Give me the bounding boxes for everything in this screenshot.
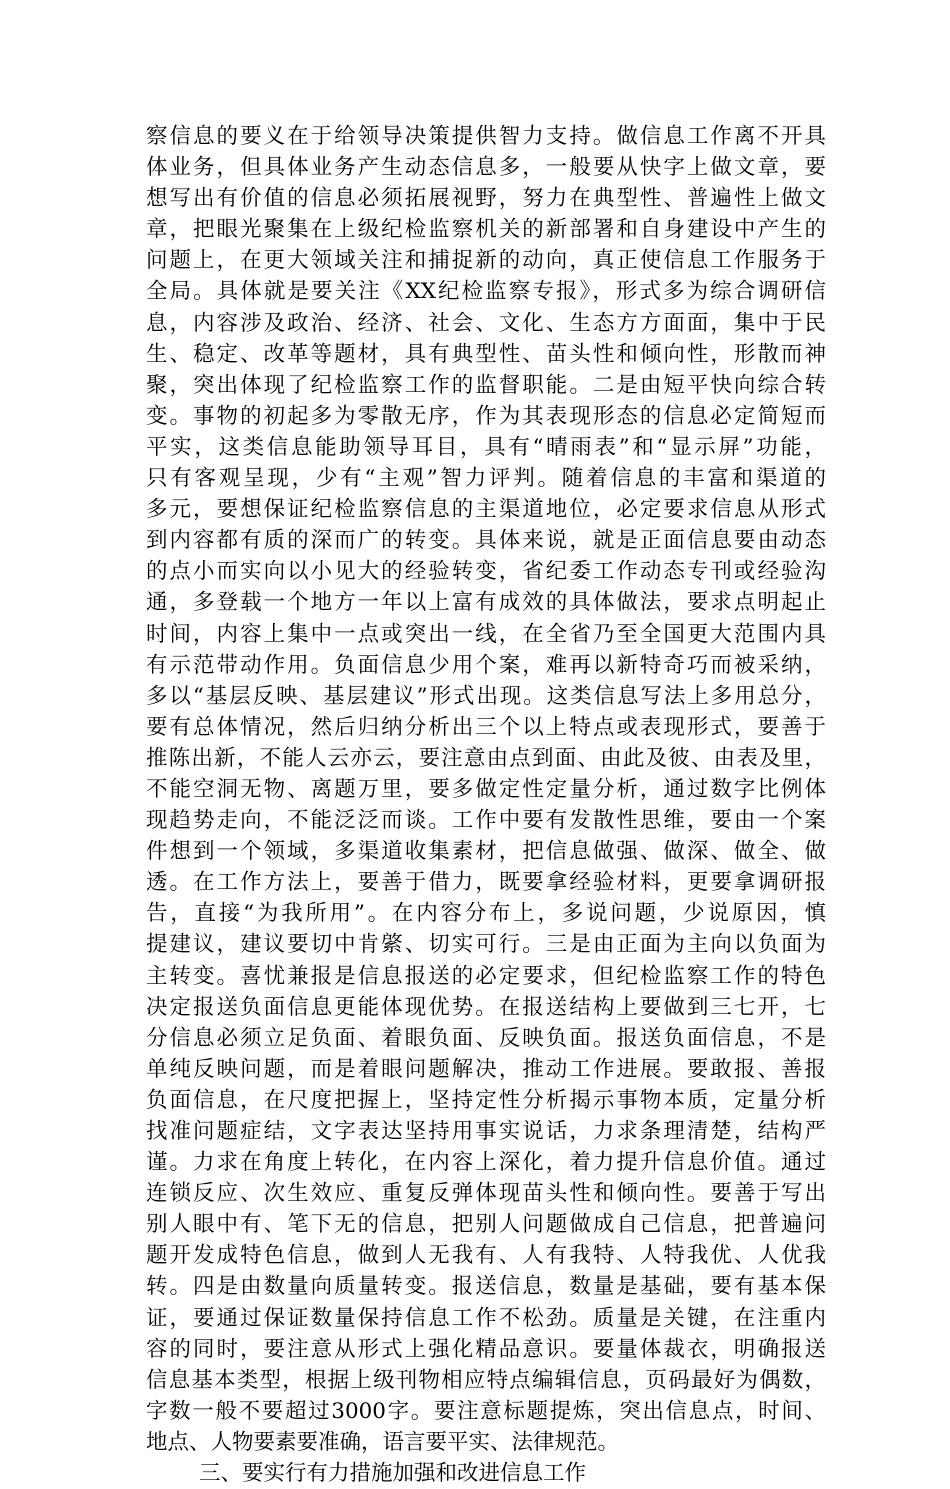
paragraph-line: 单纯反映问题，而是着眼问题解决，推动工作进展。要敢报、善报 bbox=[146, 1056, 826, 1082]
paragraph-line: 不能空洞无物、离题万里，要多做定性定量分析，通过数字比例体 bbox=[146, 776, 826, 802]
paragraph-line: 负面信息，在尺度把握上，坚持定性分析揭示事物本质，定量分析 bbox=[146, 1087, 826, 1113]
paragraph-line: 别人眼中有、笔下无的信息，把别人问题做成自己信息，把普遍问 bbox=[146, 1212, 826, 1238]
paragraph-line: 找准问题症结，文字表达坚持用事实说话，力求条理清楚，结构严 bbox=[146, 1119, 826, 1144]
paragraph-line: 主转变。喜忧兼报是信息报送的必定要求，但纪检监察工作的特色 bbox=[146, 963, 826, 989]
paragraph-line: 题开发成特色信息，做到人无我有、人有我特、人特我优、人优我 bbox=[146, 1243, 826, 1269]
paragraph-line: 平实，这类信息能助领导耳目，具有“晴雨表”和“显示屏”功能， bbox=[146, 434, 826, 460]
paragraph-line: 想写出有价值的信息必须拓展视野，努力在典型性、普遍性上做文 bbox=[146, 186, 826, 212]
paragraph-line: 决定报送负面信息更能体现优势。在报送结构上要做到三七开，七 bbox=[146, 994, 826, 1020]
paragraph-line: 到内容都有质的深而广的转变。具体来说，就是正面信息要由动态 bbox=[146, 528, 826, 554]
paragraph-line: 察信息的要义在于给领导决策提供智力支持。做信息工作离不开具 bbox=[146, 124, 826, 149]
paragraph-line: 体业务，但具体业务产生动态信息多，一般要从快字上做文章，要 bbox=[146, 155, 826, 181]
paragraph-line: 提建议，建议要切中肯綮、切实可行。三是由正面为主向以负面为 bbox=[146, 932, 826, 958]
paragraph-line: 生、稳定、改革等题材，具有典型性、苗头性和倾向性，形散而神 bbox=[146, 341, 826, 367]
paragraph-line: 连锁反应、次生效应、重复反弹体现苗头性和倾向性。要善于写出 bbox=[146, 1181, 826, 1207]
paragraph-line: 聚，突出体现了纪检监察工作的监督职能。二是由短平快向综合转 bbox=[146, 372, 826, 398]
paragraph-line: 的点小而实向以小见大的经验转变，省纪委工作动态专刊或经验沟 bbox=[146, 559, 826, 585]
paragraph-line: 现趋势走向，不能泛泛而谈。工作中要有发散性思维，要由一个案 bbox=[146, 808, 826, 834]
paragraph-line: 通，多登载一个地方一年以上富有成效的具体做法，要求点明起止 bbox=[146, 590, 826, 616]
body-text bbox=[146, 121, 826, 1489]
paragraph-line: 件想到一个领域，多渠道收集素材，把信息做强、做深、做全、做 bbox=[146, 839, 826, 865]
paragraph-line: 容的同时，要注意从形式上强化精品意识。要量体裁衣，明确报送 bbox=[146, 1336, 826, 1362]
paragraph-line: 只有客观呈现，少有“主观”智力评判。随着信息的丰富和渠道的 bbox=[146, 466, 826, 492]
paragraph-line: 地点、人物要素要准确，语言要平实、法律规范。 bbox=[146, 1429, 620, 1455]
paragraph-line: 有示范带动作用。负面信息少用个案，难再以新特奇巧而被采纳， bbox=[146, 652, 826, 678]
paragraph-line: 时间，内容上集中一点或突出一线，在全省乃至全国更大范围内具 bbox=[146, 621, 826, 647]
paragraph-line: 变。事物的初起多为零散无序，作为其表现形态的信息必定简短而 bbox=[146, 403, 826, 429]
paragraph-line: 章，把眼光聚集在上级纪检监察机关的新部署和自身建设中产生的 bbox=[146, 217, 826, 243]
paragraph-line: 透。在工作方法上，要善于借力，既要拿经验材料，更要拿调研报 bbox=[146, 870, 826, 896]
paragraph-line: 要有总体情况，然后归纳分析出三个以上特点或表现形式，要善于 bbox=[146, 714, 826, 740]
paragraph-line: 息，内容涉及政治、经济、社会、文化、生态方方面面，集中于民 bbox=[146, 310, 826, 336]
paragraph-line: 信息基本类型，根据上级刊物相应特点编辑信息，页码最好为偶数， bbox=[146, 1367, 826, 1393]
paragraph-line: 问题上，在更大领域关注和捕捉新的动向，真正使信息工作服务于 bbox=[146, 248, 826, 274]
paragraph-line: 全局。具体就是要关注《XX纪检监察专报》，形式多为综合调研信 bbox=[146, 279, 826, 305]
paragraph-line: 证，要通过保证数量保持信息工作不松劲。质量是关键，在注重内 bbox=[146, 1305, 826, 1331]
section-heading: 三、要实行有力措施加强和改进信息工作 bbox=[199, 1461, 587, 1487]
paragraph-line: 多元，要想保证纪检监察信息的主渠道地位，必定要求信息从形式 bbox=[146, 497, 826, 523]
paragraph-line: 谨。力求在角度上转化，在内容上深化，着力提升信息价值。通过 bbox=[146, 1150, 826, 1176]
paragraph-line: 推陈出新，不能人云亦云，要注意由点到面、由此及彼、由表及里， bbox=[146, 745, 826, 771]
paragraph-line: 转。四是由数量向质量转变。报送信息，数量是基础，要有基本保 bbox=[146, 1274, 826, 1300]
paragraph-line: 多以“基层反映、基层建议”形式出现。这类信息写法上多用总分， bbox=[146, 683, 826, 709]
paragraph-line: 分信息必须立足负面、着眼负面、反映负面。报送负面信息，不是 bbox=[146, 1025, 826, 1051]
paragraph-line: 告，直接“为我所用”。在内容分布上，多说问题，少说原因，慎 bbox=[146, 901, 826, 927]
paragraph-line: 字数一般不要超过3000字。要注意标题提炼，突出信息点，时间、 bbox=[146, 1398, 826, 1424]
